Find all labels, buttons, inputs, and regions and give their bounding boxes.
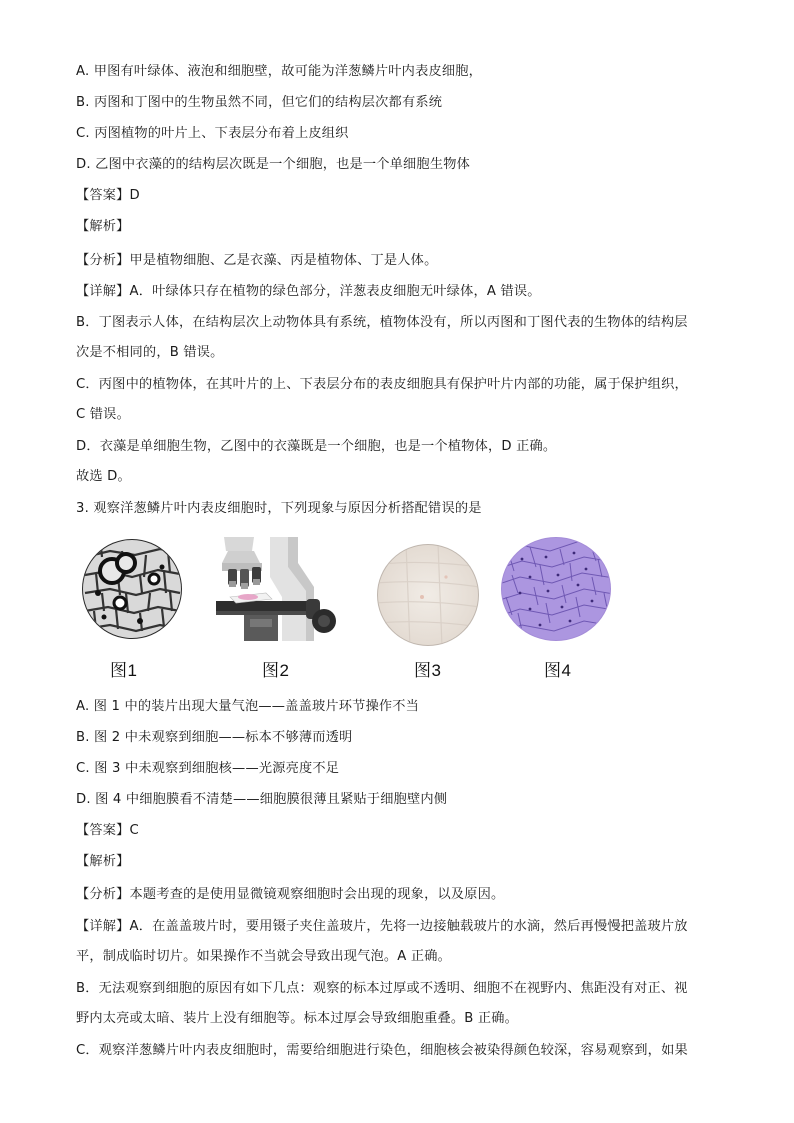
q2-option-a: A. 甲图有叶绿体、液泡和细胞壁，故可能为洋葱鳞片叶内表皮细胞， (76, 64, 483, 79)
q2-detail-a: 【详解】A．叶绿体只存在植物的绿色部分，洋葱表皮细胞无叶绿体，A 错误。 (76, 284, 541, 299)
figure-3-caption: 图3 (414, 661, 442, 680)
figure-3-blurry-cells-image (376, 543, 480, 647)
q3-detail-b1: B．无法观察到细胞的原因有如下几点：观察的标本过厚或不透明、细胞不在视野内、焦距没有对正、视 (76, 981, 688, 996)
figure-1-caption: 图1 (110, 661, 138, 680)
q3-detail-b2: 野内太亮或太暗、装片上没有细胞等。标本过厚会导致细胞重叠。B 正确。 (76, 1011, 519, 1026)
q3-detail-a2: 平，制成临时切片。如果操作不当就会导致出现气泡。A 正确。 (76, 949, 452, 964)
q3-detail-a1: 【详解】A．在盖盖玻片时，要用镊子夹住盖玻片，先将一边接触载玻片的水滴，然后再慢慢把盖玻片放 (76, 919, 688, 934)
q3-fenxi: 【分析】本题考查的是使用显微镜观察细胞时会出现的现象，以及原因。 (76, 887, 505, 902)
q3-option-a: A. 图 1 中的装片出现大量气泡——盖盖玻片环节操作不当 (76, 699, 420, 714)
figure-2-microscope-image (214, 537, 340, 641)
q2-option-d: D. 乙图中衣藻的的结构层次既是一个细胞，也是一个单细胞生物体 (76, 157, 470, 172)
q2-fenxi: 【分析】甲是植物细胞、乙是衣藻、丙是植物体、丁是人体。 (76, 253, 438, 268)
q2-option-c: C. 丙图植物的叶片上、下表层分布着上皮组织 (76, 126, 349, 141)
q2-detail-c2: C 错误。 (76, 407, 130, 422)
q3-analysis-label: 【解析】 (76, 854, 130, 869)
q2-conclusion: 故选 D。 (76, 469, 131, 484)
q2-option-b: B. 丙图和丁图中的生物虽然不同，但它们的结构层次都有系统 (76, 95, 443, 110)
q2-analysis-label: 【解析】 (76, 219, 130, 234)
q2-detail-b2: 次是不相同的，B 错误。 (76, 345, 224, 360)
figure-2-caption: 图2 (262, 661, 290, 680)
q3-detail-c1: C．观察洋葱鳞片叶内表皮细胞时，需要给细胞进行染色，细胞核会被染得颜色较深，容易观察到，如果 (76, 1043, 688, 1058)
q3-answer: 【答案】C (76, 823, 139, 838)
q3-option-c: C. 图 3 中未观察到细胞核——光源亮度不足 (76, 761, 340, 776)
figure-4-stained-cells-image (500, 537, 612, 641)
figure-4-caption: 图4 (544, 661, 572, 680)
q2-detail-d: D．衣藻是单细胞生物，乙图中的衣藻既是一个细胞，也是一个植物体，D 正确。 (76, 439, 557, 454)
q2-detail-b1: B．丁图表示人体，在结构层次上动物体具有系统，植物体没有，所以丙图和丁图代表的生物体的结构层 (76, 315, 688, 330)
figure-1-bubbles-image (80, 537, 184, 641)
q2-answer: 【答案】D (76, 188, 140, 203)
q2-detail-c1: C．丙图中的植物体，在其叶片的上、下表层分布的表皮细胞具有保护叶片内部的功能，属于保护组织， (76, 377, 688, 392)
q3-stem: 3. 观察洋葱鳞片叶内表皮细胞时，下列现象与原因分析搭配错误的是 (76, 501, 482, 516)
q3-option-b: B. 图 2 中未观察到细胞——标本不够薄而透明 (76, 730, 353, 745)
q3-option-d: D. 图 4 中细胞膜看不清楚——细胞膜很薄且紧贴于细胞壁内侧 (76, 792, 448, 807)
